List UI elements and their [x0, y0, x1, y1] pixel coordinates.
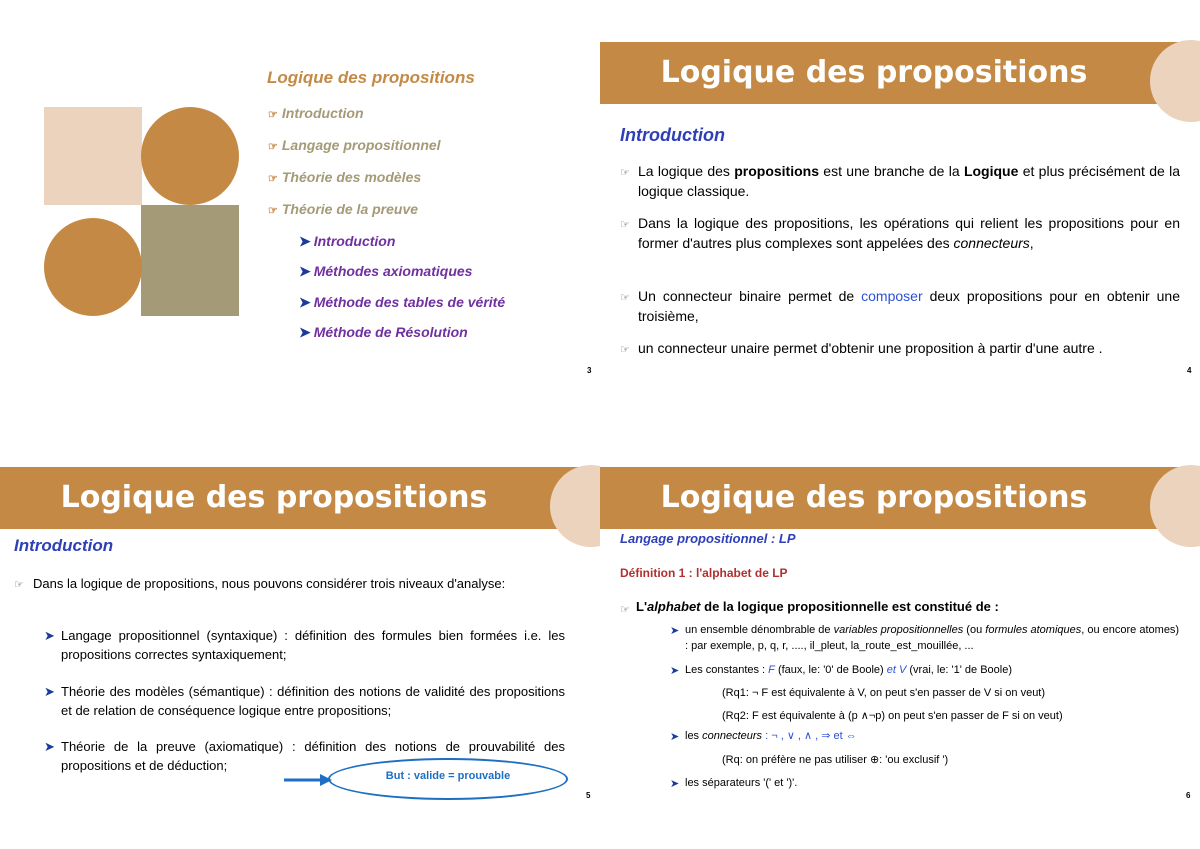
page-number: 6: [1186, 791, 1191, 800]
paragraph: La logique des propositions est une branche de la Logique et plus précisément de la logique classique.: [638, 163, 1181, 199]
section-heading: Introduction: [620, 125, 725, 145]
toc-subitem: ➤ Méthodes axiomatiques: [299, 263, 473, 279]
arrow-bullet-icon: ➤: [299, 233, 311, 249]
pointing-hand-icon: ☞: [268, 141, 278, 153]
slide-5: [0, 425, 600, 849]
list-item: Théorie des modèles (sémantique) : définition des notions de validité des propositions et de relation de conséquence logique entre propositions;: [61, 684, 565, 718]
decor-circle: [550, 465, 600, 547]
page-number: 5: [586, 791, 591, 800]
page-number: 4: [1187, 366, 1192, 375]
decor-square-light: [44, 107, 142, 205]
definition-title: Définition 1 : l'alphabet de LP: [620, 566, 788, 580]
list-item: Théorie de la preuve (axiomatique) : définition des notions de prouvabilité des propositions et de déduction;: [61, 739, 565, 773]
list-item: Langage propositionnel (syntaxique) : définition des formules bien formées i.e. les propositions correctes syntaxiquement;: [61, 628, 565, 662]
page-number: 3: [587, 366, 592, 375]
paragraph: un connecteur unaire permet d'obtenir une proposition à partir d'une autre .: [638, 340, 1103, 356]
arrow-bullet-icon: ➤: [670, 731, 680, 743]
paragraph: L'alphabet de la logique propositionnelle est constitué de :: [636, 599, 999, 614]
arrow-bullet-icon: ➤: [44, 684, 55, 699]
list-item: les séparateurs '(' et ')'.: [685, 777, 798, 789]
arrow-bullet-icon: ➤: [299, 324, 311, 340]
decor-circle-bottom: [44, 218, 142, 316]
paragraph: Dans la logique de propositions, nous pouvons considérer trois niveaux d'analyse:: [33, 576, 506, 591]
pointing-hand-icon: ☞: [268, 109, 278, 121]
slide-title: Logique des propositions: [660, 480, 1088, 515]
title-banner: [0, 467, 600, 529]
pointing-hand-icon: ☞: [268, 173, 278, 185]
pointing-hand-icon: ☞: [620, 604, 630, 616]
decor-circle: [1150, 40, 1200, 122]
pointing-hand-icon: ☞: [268, 205, 278, 217]
toc-title: Logique des propositions: [267, 68, 475, 87]
toc-subitem: ➤ Introduction: [299, 233, 396, 249]
list-item: Les constantes : F (faux, le: '0' de Boole) et V (vrai, le: '1' de Boole): [685, 664, 1013, 676]
slide-3: [0, 0, 600, 424]
toc-subitem: ➤ Méthode des tables de vérité: [299, 294, 506, 310]
toc-item: ☞ Introduction: [268, 105, 364, 121]
toc-item: ☞ Langage propositionnel: [268, 137, 441, 153]
arrow-icon: [284, 774, 332, 786]
toc-subitem: ➤ Méthode de Résolution: [299, 324, 468, 340]
decor-square-olive: [141, 205, 239, 316]
arrow-bullet-icon: ➤: [299, 294, 311, 310]
pointing-hand-icon: ☞: [620, 219, 630, 231]
title-banner: [600, 42, 1200, 104]
arrow-bullet-icon: ➤: [44, 628, 55, 643]
arrow-bullet-icon: ➤: [670, 625, 680, 637]
pointing-hand-icon: ☞: [620, 344, 630, 356]
remark: (Rq1: ¬ F est équivalente à V, on peut s'en passer de V si on veut): [722, 687, 1046, 699]
toc-item: ☞ Théorie des modèles: [268, 169, 422, 185]
section-heading: Langage propositionnel : LP: [620, 531, 796, 546]
arrow-bullet-icon: ➤: [670, 665, 680, 677]
arrow-bullet-icon: ➤: [44, 739, 55, 754]
paragraph: Un connecteur binaire permet de composer deux propositions pour en obtenir une troisième,: [638, 288, 1180, 324]
callout-text: But : valide = prouvable: [385, 770, 511, 782]
list-item: un ensemble dénombrable de variables propositionnelles (ou formules atomiques, ou encore atomes) : par exemple, p, q, r, ...., il_pleut, la_route_est_mouillée, ...: [685, 624, 1180, 652]
decor-circle: [1150, 465, 1200, 547]
arrow-bullet-icon: ➤: [670, 778, 680, 790]
pointing-hand-icon: ☞: [14, 579, 24, 591]
decor-circle-top: [141, 107, 239, 205]
pointing-hand-icon: ☞: [620, 292, 630, 304]
section-heading: Introduction: [14, 536, 114, 555]
title-banner: [600, 467, 1200, 529]
pointing-hand-icon: ☞: [620, 167, 630, 179]
arrow-bullet-icon: ➤: [299, 263, 311, 279]
paragraph: Dans la logique des propositions, les opérations qui relient les propositions pour en former d'autres plus complexes sont appelées des connecteurs,: [638, 215, 1180, 251]
slide-6: [600, 425, 1200, 849]
slide-4: [600, 0, 1200, 424]
slide-title: Logique des propositions: [660, 55, 1088, 90]
list-item: les connecteurs : ¬ , ∨ , ∧ , ⇒ et ⇔: [685, 730, 857, 742]
slide-title: Logique des propositions: [60, 480, 488, 515]
toc-item: ☞ Théorie de la preuve: [268, 201, 419, 217]
remark: (Rq: on préfère ne pas utiliser ⊕: 'ou exclusif '): [722, 754, 949, 766]
remark: (Rq2: F est équivalente à (p ∧¬p) on peut s'en passer de F si on veut): [722, 710, 1063, 722]
